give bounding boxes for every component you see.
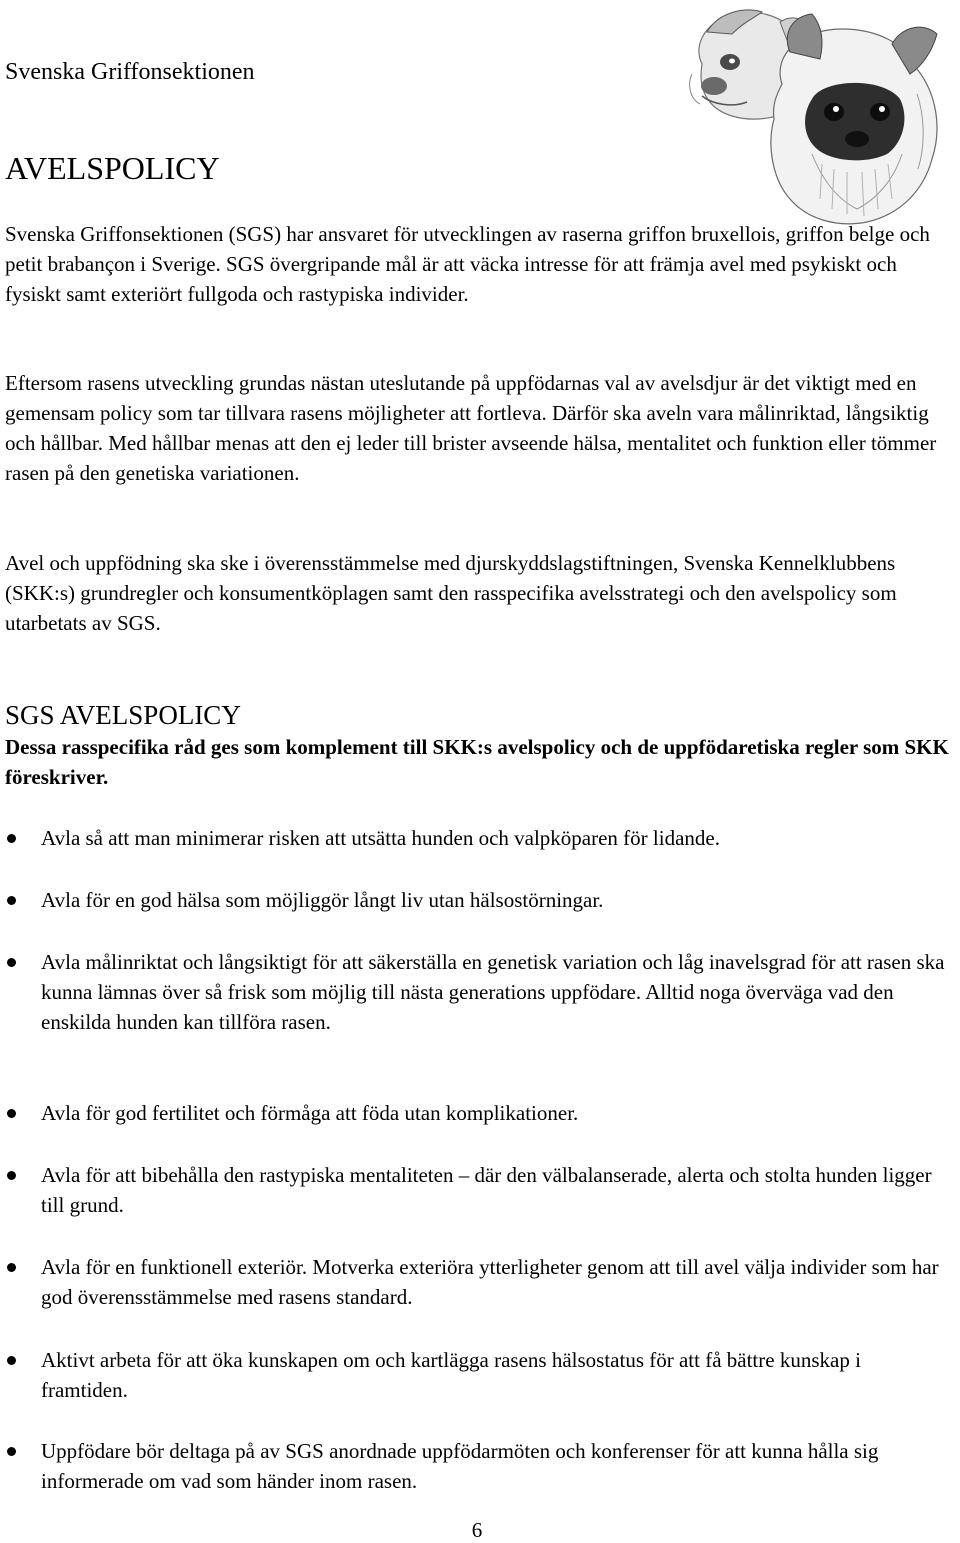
page-title: AVELSPOLICY	[5, 150, 220, 186]
page-number: 6	[471, 1518, 483, 1542]
intro-paragraph: Svenska Griffonsektionen (SGS) har ansvaret för utvecklingen av raserna griffon bruxellois, griffon belge och petit brabançon i Sverige. SGS övergripande mål är att väcka intresse för att främja avel med psykiskt och fysiskt samt exteriört fullgoda och rastypiska individer.	[5, 222, 930, 306]
bullet-icon	[7, 958, 16, 967]
section-lead-text: Dessa rasspecifika råd ges som komplement till SKK:s avelspolicy och de uppfödaretiska regler som SKK föreskriver.	[5, 735, 949, 789]
list-item-text: Avla för god fertilitet och förmåga att föda utan komplikationer.	[41, 1101, 579, 1125]
section-heading-sgs-policy: SGS AVELSPOLICY	[5, 700, 241, 730]
griffon-dogs-illustration	[662, 4, 960, 246]
paragraph-breeding-development: Eftersom rasens utveckling grundas nästan uteslutande på uppfödarnas val av avelsdjur är det viktigt med en gemensam policy som tar tillvara rasens möjligheter att fortleva. Därför ska aveln vara målinriktad, långsiktig och hållbar. Med hållbar menas att den ej leder till brister avseende hälsa, mentalitet och funktion eller tömmer rasen på den genetiska variationen.	[5, 371, 937, 485]
list-item-text: Avla så att man minimerar risken att utsätta hunden och valpköparen för lidande.	[41, 826, 720, 850]
list-item-text: Avla för att bibehålla den rastypiska mentaliteten – där den välbalanserade, alerta och stolta hunden ligger till grund.	[41, 1163, 932, 1217]
bullet-icon	[7, 1263, 16, 1272]
bullet-icon	[7, 834, 16, 843]
bullet-icon	[7, 1356, 16, 1365]
list-item-text: Uppfödare bör deltaga på av SGS anordnade uppfödarmöten och konferenser för att kunna hålla sig informerade om vad som händer inom rasen.	[41, 1439, 879, 1493]
paragraph-breeding-regulations: Avel och uppfödning ska ske i överensstämmelse med djurskyddslagstiftningen, Svenska Kennelklubbens (SKK:s) grundregler och konsumentköplagen samt den rasspecifika avelsstrategi och den avelspolicy som utarbetats av SGS.	[5, 551, 897, 635]
bullet-icon	[7, 896, 16, 905]
bullet-icon	[7, 1109, 16, 1118]
bullet-icon	[7, 1447, 16, 1456]
front-dog-drawing	[771, 14, 937, 224]
organization-name: Svenska Griffonsektionen	[5, 59, 255, 85]
bullet-icon	[7, 1171, 16, 1180]
list-item-text: Avla målinriktat och långsiktigt för att säkerställa en genetisk variation och låg inavelsgrad för att rasen ska kunna lämnas över så frisk som möjlig till nästa generations uppfödare. Alltid noga överväga vad den enskilda hunden kan tillföra rasen.	[41, 950, 945, 1034]
list-item-text: Avla för en god hälsa som möjliggör långt liv utan hälsostörningar.	[41, 888, 604, 912]
list-item-text: Avla för en funktionell exteriör. Motverka exteriöra ytterligheter genom att till avel välja individer som har god överensstämmelse med rasens standard.	[41, 1255, 939, 1309]
list-item-text: Aktivt arbeta för att öka kunskapen om och kartlägga rasens hälsostatus för att få bättre kunskap i framtiden.	[41, 1348, 861, 1402]
